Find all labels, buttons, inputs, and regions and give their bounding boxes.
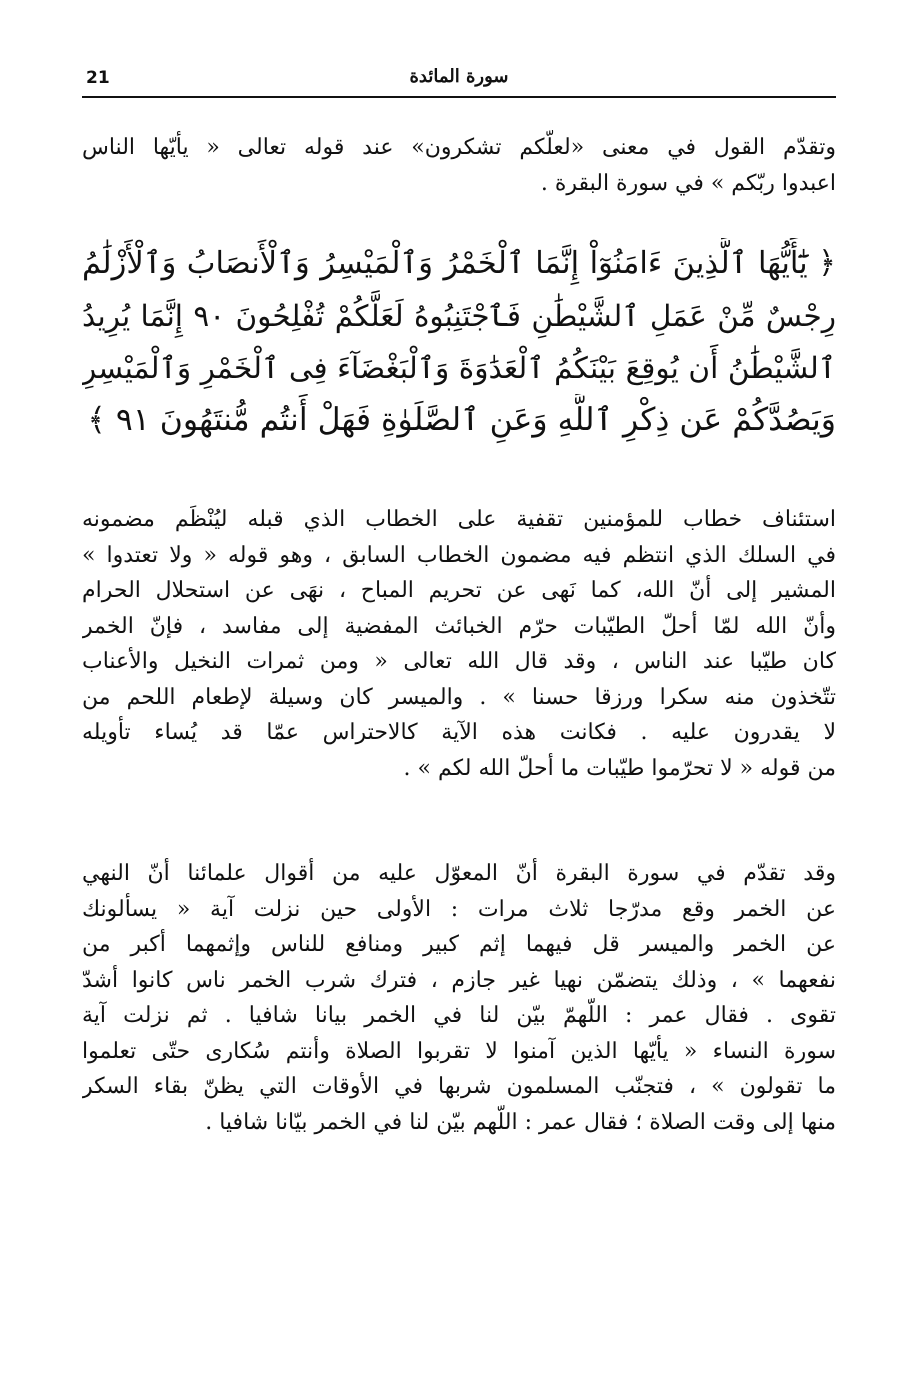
commentary-paragraph-2 (82, 856, 836, 1140)
paragraph-line: منها إلى وقت الصلاة ؛ فقال عمر : اللّهم بيّن لنا في الخمر بيّانا شافيا . (205, 1109, 836, 1135)
running-title: سورة المائدة (409, 66, 509, 87)
paragraph-line: عن الخمر وقع مدرّجا ثلاث مرات : الأولى حين نزلت آية « يسألونك (82, 896, 836, 922)
intro-line: اعبدوا ربّكم » في سورة البقرة . (540, 170, 836, 196)
page-header (82, 62, 836, 98)
paragraph-line: المشير إلى أنّ الله، كما نَهى عن تحريم المباح ، نهَى عن استحلال الحرام (82, 578, 836, 603)
paragraph-line: تتّخذون منه سكرا ورزقا حسنا » . والميسر كان وسيلة لإطعام اللحم من (82, 684, 836, 710)
quran-verse (82, 238, 836, 446)
intro-line: وتقدّم القول في معنى «لعلّكم تشكرون» عند قوله تعالى « يأيّها الناس (82, 135, 836, 160)
paragraph-line: وقد تقدّم في سورة البقرة أنّ المعوّل عليه من أقوال علمائنا أنّ النهي (82, 861, 836, 886)
commentary-paragraph-1 (82, 502, 836, 786)
paragraph-line: وأنّ الله لمّا أحلّ الطيّبات حرّم الخبائث المفضية إلى مفاسد ، فإنّ الخمر (82, 613, 836, 639)
paragraph-line: لا يقدرون عليه . فكانت هذه الآية كالاحتراس عمّا قد يُساء تأويله (82, 720, 836, 745)
paragraph-line: في السلك الذي انتظم فيه مضمون الخطاب السابق ، وهو قوله « ولا تعتدوا » (82, 542, 836, 568)
paragraph-line: من قوله « لا تحرّموا طيّبات ما أحلّ الله لكم » . (403, 755, 836, 781)
paragraph-line: سورة النساء « يأيّها الذين آمنوا لا تقربوا الصلاة وأنتم سُكارى حتّى تعلموا (82, 1038, 836, 1064)
paragraph-line: عن الخمر والميسر قل فيهما إثم كبير ومنافع للناس وإثمهما أكبر من (82, 932, 836, 957)
intro-paragraph (82, 130, 836, 201)
verse-line: وَيَصُدَّكُمْ عَن ذِكْرِ ٱللَّهِ وَعَنِ ٱلصَّلَوٰةِ فَهَلْ أَنتُم مُّنتَهُونَ ٩١ ﴾ (87, 402, 836, 438)
verse-line: ﴿ يَٰٓأَيُّهَا ٱلَّذِينَ ءَامَنُوٓاْ إِنَّمَا ٱلْخَمْرُ وَٱلْمَيْسِرُ وَٱلْأَنصَابُ وَٱلْأَزْلَٰمُ (82, 246, 836, 281)
page-number: 21 (86, 68, 110, 88)
paragraph-line: كان طيّبا عند الناس ، وقد قال الله تعالى « ومن ثمرات النخيل والأعناب (82, 649, 836, 674)
paragraph-line: استئناف خطاب للمؤمنين تقفية على الخطاب الذي قبله ليُنْظَم مضمونه (82, 507, 836, 532)
paragraph-line: ما تقولون » ، فتجنّب المسلمون شربها في الأوقات التي يظنّ بقاء السكر (82, 1074, 836, 1099)
paragraph-line: تقوى . فقال عمر : اللّهمّ بيّن لنا في الخمر بيانا شافيا . ثم نزلت آية (82, 1003, 836, 1028)
paragraph-line: نفعهما » ، وذلك يتضمّن نهيا غير جازم ، فترك شرب الخمر ناس كانوا أشدّ (82, 967, 836, 993)
verse-line: ٱلشَّيْطَٰنُ أَن يُوقِعَ بَيْنَكُمُ ٱلْعَدَٰوَةَ وَٱلْبَغْضَآءَ فِى ٱلْخَمْرِ وَٱلْمَيْسِرِ (82, 351, 836, 385)
verse-line: رِجْسٌ مِّنْ عَمَلِ ٱلشَّيْطَٰنِ فَٱجْتَنِبُوهُ لَعَلَّكُمْ تُفْلِحُونَ ٩٠ إِنَّمَا يُرِيدُ (82, 299, 836, 333)
